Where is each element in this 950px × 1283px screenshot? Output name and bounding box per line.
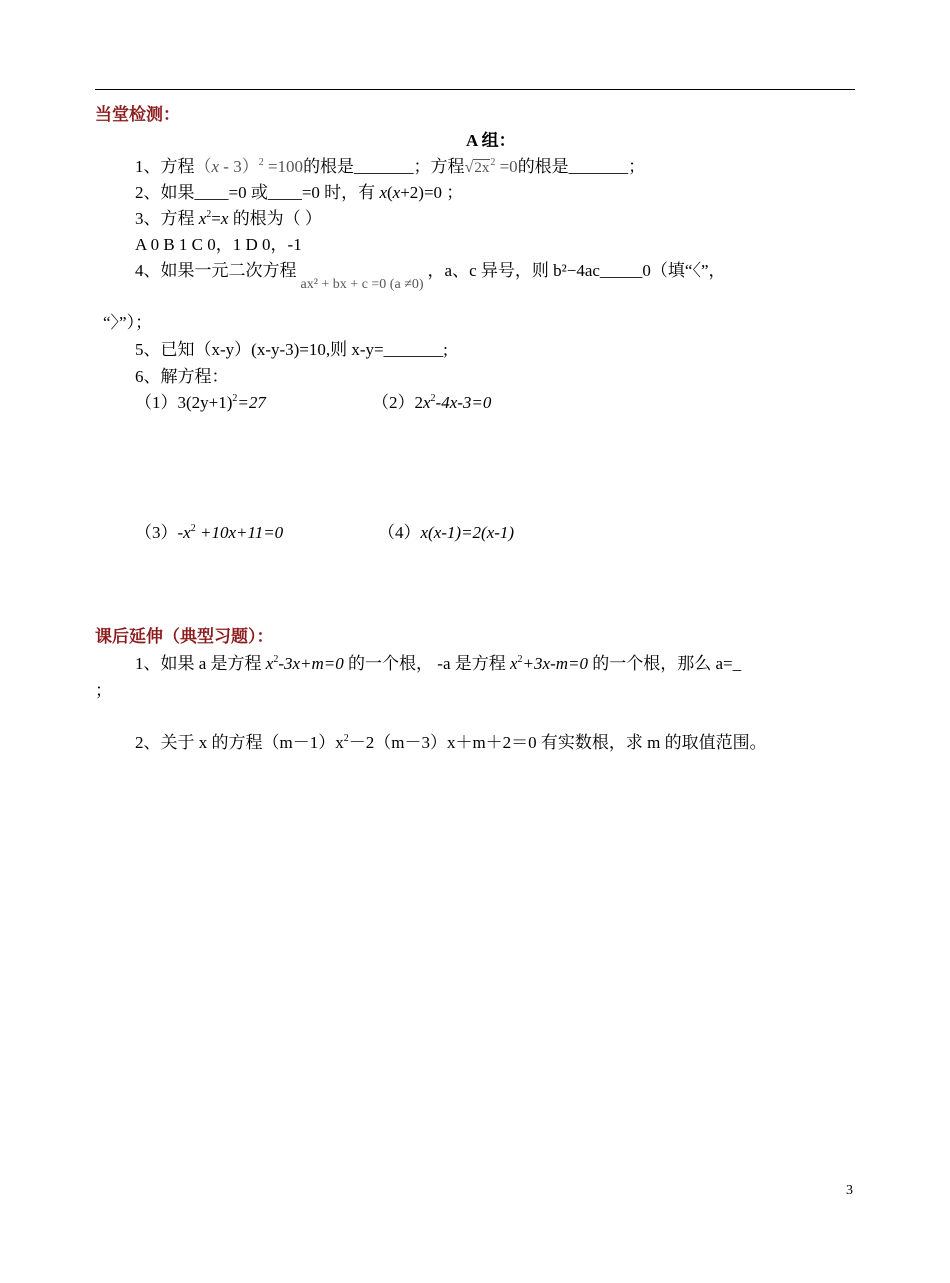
question-2: 2、如果____=0 或____=0 时，有 x(x+2)=0 ；: [135, 183, 464, 202]
extension-question-2: 2、关于 x 的方程$(m-1)x^2-2(m-3)x+m+2=0$ 有实数根，求 m 的取值范围。: [135, 733, 767, 752]
question-1: [135, 156, 645, 179]
q1-mid: 的根是_______；方程: [303, 157, 465, 176]
sqrt-icon: √: [464, 159, 474, 176]
question-6-part-1: $(1)3(2y+1)^2=27$: [135, 393, 266, 412]
question-5: 5、已知（x-y）(x-y-3)=10,则 x-y=_______;: [135, 340, 448, 359]
q1-equation-2: $√2x^2 =0$: [464, 157, 518, 176]
question-6-title: 6、解方程：: [135, 367, 229, 386]
question-6-part-2: $(2)2x^2-4x-3=0$: [372, 393, 492, 412]
extension-question-1-continuation: ；: [95, 681, 112, 700]
page-number: 3: [846, 1183, 853, 1198]
question-3-options: A 0 B 1 C 0，1 D 0，-1: [135, 235, 302, 254]
group-a-title: A 组：: [466, 131, 516, 150]
question-4: 4、如果一元二次方程$_{ax^2 + bx + c =0 (a \ne 0)}$，a、c 异号，则 b²−4ac_____0（填“〈”，: [135, 261, 726, 292]
q1-suffix: 的根是_______；: [517, 157, 646, 176]
header-rule: [95, 89, 855, 90]
extension-question-1: 1、如果 a 是方程 $x^2-3x+m=0$ 的一个根， -a 是方程 $x^2+3x-m=0$ 的一个根，那么 a=_: [135, 654, 742, 673]
section-heading-after-class: 课后延伸（典型习题）：: [95, 627, 274, 646]
q1-equation-1: （x - 3）$^2$ =100: [194, 157, 304, 176]
question-6-part-4: （4）x(x-1)=2(x-1): [378, 523, 515, 542]
section-heading-in-class: 当堂检测：: [95, 105, 180, 124]
q4-formula: ax² + bx + c =0 (a ≠0): [300, 277, 424, 292]
q1-prefix: 1、方程: [135, 157, 195, 176]
question-4-continuation: “〉”）；: [103, 313, 153, 332]
question-3: 3、方程 $x^2=x$ 的根为（ ）: [135, 209, 322, 228]
question-6-part-3: $(3)-x^2 +10x+11=0$: [135, 523, 284, 542]
